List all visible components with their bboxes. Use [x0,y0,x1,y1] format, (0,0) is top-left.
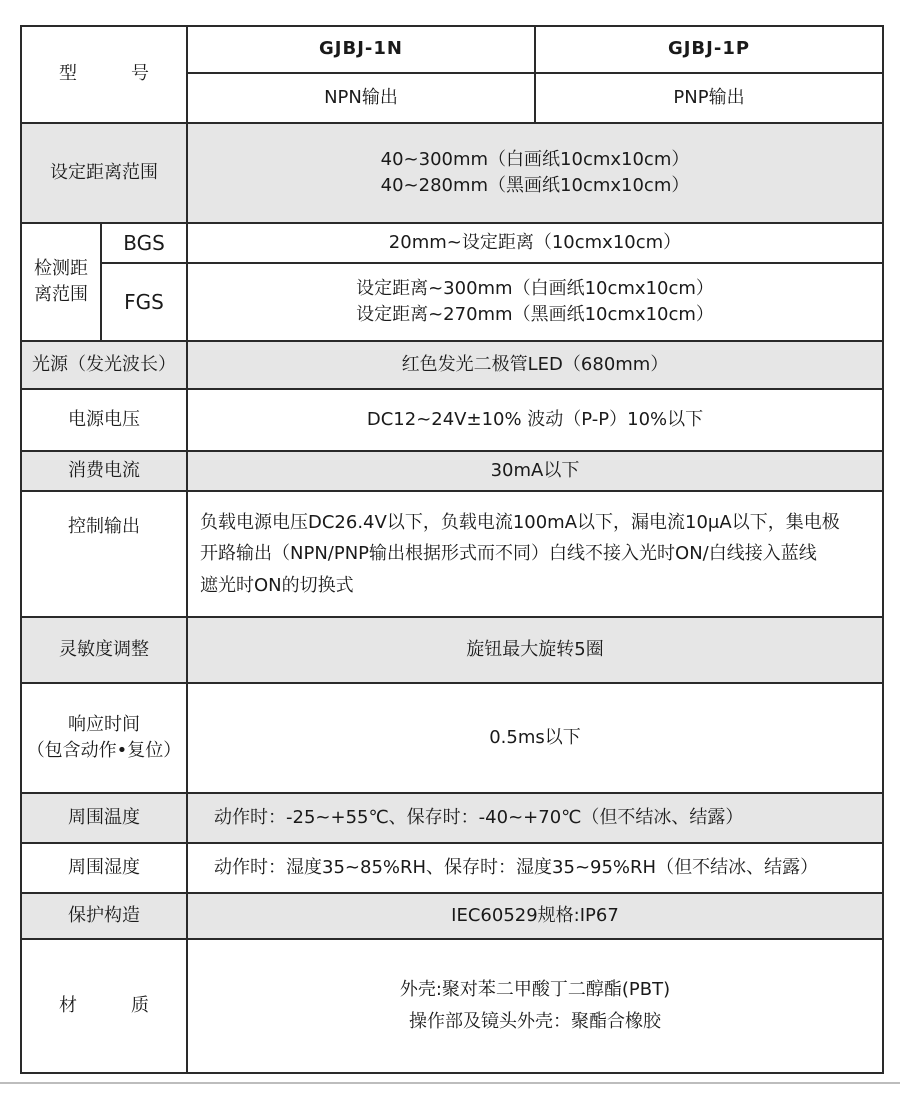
material-label: 材 质 [59,994,167,1016]
current-label: 消费电流 [21,451,187,491]
set-distance-row [21,123,883,223]
ambient-temp-row [21,793,883,843]
supply-voltage-label: 电源电压 [21,389,187,451]
fgs-line-white: 设定距离~300mm（白画纸10cmx10cm） [356,277,714,299]
material-value [187,939,883,1073]
bgs-label: BGS [101,223,187,263]
response-value: 0.5ms以下 [187,683,883,793]
ambient-humidity-row [21,843,883,893]
sensitivity-row [21,617,883,683]
ambient-humidity-value: 动作时：湿度35~85%RH、保存时：湿度35~95%RH（但不结冰、结露） [187,843,883,893]
model-n: GJBJ-1N [187,26,535,73]
control-output-line3: 遮光时ON的切换式 [200,574,354,596]
response-label [21,683,187,793]
current-value: 30mA以下 [187,451,883,491]
set-distance-line-black: 40~280mm（黑画纸10cmx10cm） [380,175,690,196]
spec-table [20,25,884,1074]
light-source-label: 光源（发光波长） [21,341,187,389]
protection-label: 保护构造 [21,893,187,939]
detect-range-label [21,223,101,341]
protection-row [21,893,883,939]
output-pnp: PNP输出 [535,73,883,123]
detect-range-label-line1: 检测距 [34,257,88,279]
sensitivity-label: 灵敏度调整 [21,617,187,683]
fgs-label: FGS [101,263,187,341]
control-output-line2: 开路输出（NPN/PNP输出根据形式而不同）白线不接入光时ON/白线接入蓝线 [200,543,817,565]
light-source-row [21,341,883,389]
control-output-value [187,491,883,617]
supply-voltage-value: DC12~24V±10% 波动（P-P）10%以下 [187,389,883,451]
model-row [21,26,883,73]
ambient-temp-value: 动作时：-25~+55℃、保存时：-40~+70℃（但不结冰、结露） [187,793,883,843]
protection-value: IEC60529规格:IP67 [187,893,883,939]
current-row [21,451,883,491]
model-p: GJBJ-1P [535,26,883,73]
set-distance-label: 设定距离范围 [21,123,187,223]
response-row [21,683,883,793]
ambient-temp-label: 周围温度 [21,793,187,843]
bottom-divider [0,1082,900,1084]
response-label-line1: 响应时间 [68,713,140,735]
set-distance-value [187,123,883,223]
model-label: 型 号 [59,63,167,85]
light-source-value: 红色发光二极管LED（680mm） [187,341,883,389]
detect-range-label-line2: 离范围 [34,284,88,305]
material-line-lens: 操作部及镜头外壳：聚酯合橡胶 [409,1011,661,1032]
set-distance-line-white: 40~300mm（白画纸10cmx10cm） [380,148,690,170]
control-output-line1: 负载电源电压DC26.4V以下，负载电流100mA以下，漏电流10μA以下，集电极 [200,511,840,533]
material-row [21,939,883,1073]
material-label-cell [21,939,187,1073]
control-output-label: 控制输出 [21,491,187,617]
fgs-value [187,263,883,341]
supply-voltage-row [21,389,883,451]
material-line-housing: 外壳:聚对苯二甲酸丁二醇酯(PBT) [399,978,671,1000]
sensitivity-value: 旋钮最大旋转5圈 [187,617,883,683]
detect-fgs-row [21,263,883,341]
control-output-row [21,491,883,617]
response-label-line2: （包含动作•复位） [26,740,182,761]
ambient-humidity-label: 周围湿度 [21,843,187,893]
fgs-line-black: 设定距离~270mm（黑画纸10cmx10cm） [356,304,714,325]
detect-bgs-row [21,223,883,263]
output-npn: NPN输出 [187,73,535,123]
bgs-value: 20mm~设定距离（10cmx10cm） [187,223,883,263]
model-label-cell [21,26,187,123]
